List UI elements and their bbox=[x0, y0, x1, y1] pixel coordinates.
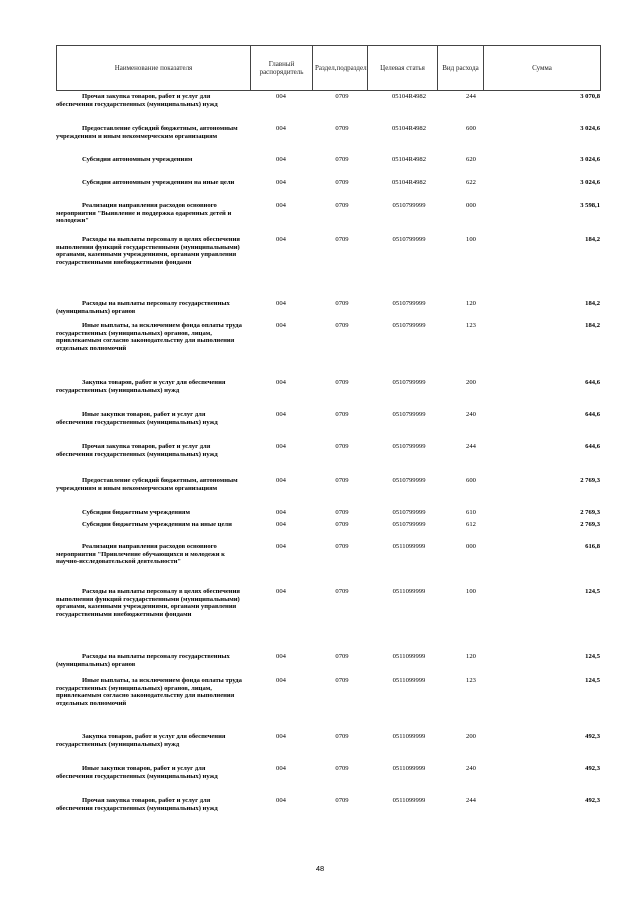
row-razdel: 0709 bbox=[335, 653, 349, 660]
row-sum: 3 070,8 bbox=[580, 93, 600, 100]
row-razdel: 0709 bbox=[335, 765, 349, 772]
row-name: Реализация направления расходов основного мероприятия "Привлечение обучающихся и молодежи к научно-исследовательской деятельности" bbox=[56, 543, 225, 566]
row-grbs: 004 bbox=[276, 509, 286, 516]
row-grbs: 004 bbox=[276, 300, 286, 307]
row-vr: 244 bbox=[466, 93, 476, 100]
row-vr: 600 bbox=[466, 477, 476, 484]
row-grbs: 004 bbox=[276, 543, 286, 550]
row-razdel: 0709 bbox=[335, 379, 349, 386]
row-vr: 610 bbox=[466, 509, 476, 516]
row-grbs: 004 bbox=[276, 156, 286, 163]
row-cs: 0511099999 bbox=[392, 765, 426, 772]
row-sum: 3 024,6 bbox=[580, 125, 600, 132]
row-razdel: 0709 bbox=[335, 677, 349, 684]
row-vr: 244 bbox=[466, 797, 476, 804]
row-cs: 0510799999 bbox=[392, 300, 426, 307]
header-name: Наименование показателя bbox=[57, 46, 251, 91]
row-grbs: 004 bbox=[276, 322, 286, 329]
row-name: Субсидии бюджетным учреждениям на иные цели bbox=[82, 521, 232, 528]
row-name: Расходы на выплаты персоналу государственных (муниципальных) органов bbox=[56, 300, 230, 315]
row-name: Расходы на выплаты персоналу государственных (муниципальных) органов bbox=[56, 653, 230, 668]
row-name: Субсидии автономным учреждениям на иные цели bbox=[82, 179, 235, 186]
row-cs: 0510799999 bbox=[392, 322, 426, 329]
row-vr: 100 bbox=[466, 588, 476, 595]
row-cs: 0510799999 bbox=[392, 477, 426, 484]
row-grbs: 004 bbox=[276, 125, 286, 132]
row-sum: 3 024,6 bbox=[580, 156, 600, 163]
row-vr: 120 bbox=[466, 653, 476, 660]
row-cs: 05104R4982 bbox=[391, 156, 427, 163]
header-sum: Сумма bbox=[484, 46, 601, 91]
row-cs: 0511099999 bbox=[392, 543, 426, 550]
row-cs: 0510799999 bbox=[392, 236, 426, 243]
row-grbs: 004 bbox=[276, 93, 286, 100]
row-cs: 0511099999 bbox=[392, 588, 426, 595]
row-sum: 2 769,3 bbox=[580, 477, 600, 484]
row-grbs: 004 bbox=[276, 411, 286, 418]
row-name: Закупка товаров, работ и услуг для обеспечения государственных (муниципальных) нужд bbox=[56, 379, 226, 394]
row-sum: 124,5 bbox=[585, 588, 600, 595]
row-grbs: 004 bbox=[276, 653, 286, 660]
row-cs: 0511099999 bbox=[392, 677, 426, 684]
row-sum: 492,3 bbox=[585, 797, 600, 804]
row-grbs: 004 bbox=[276, 236, 286, 243]
row-name: Предоставление субсидий бюджетным, автономным учреждениям и иным некоммерческим организациям bbox=[56, 125, 238, 140]
row-name: Прочая закупка товаров, работ и услуг для обеспечения государственных (муниципальных) нужд bbox=[56, 797, 218, 812]
row-cs: 0510799999 bbox=[392, 521, 426, 528]
row-razdel: 0709 bbox=[335, 797, 349, 804]
row-razdel: 0709 bbox=[335, 411, 349, 418]
row-vr: 000 bbox=[466, 543, 476, 550]
row-sum: 644,6 bbox=[585, 379, 600, 386]
row-cs: 0510799999 bbox=[392, 379, 426, 386]
row-razdel: 0709 bbox=[335, 125, 349, 132]
row-name: Субсидии бюджетным учреждениям bbox=[82, 509, 190, 516]
row-vr: 100 bbox=[466, 236, 476, 243]
row-vr: 244 bbox=[466, 443, 476, 450]
row-razdel: 0709 bbox=[335, 509, 349, 516]
row-razdel: 0709 bbox=[335, 179, 349, 186]
row-grbs: 004 bbox=[276, 797, 286, 804]
row-grbs: 004 bbox=[276, 733, 286, 740]
row-cs: 0510799999 bbox=[392, 509, 426, 516]
row-name: Прочая закупка товаров, работ и услуг для обеспечения государственных (муниципальных) нужд bbox=[56, 93, 218, 108]
row-sum: 124,5 bbox=[585, 677, 600, 684]
row-sum: 616,8 bbox=[585, 543, 600, 550]
row-sum: 644,6 bbox=[585, 443, 600, 450]
row-cs: 0511099999 bbox=[392, 653, 426, 660]
header-cs: Целевая статья bbox=[368, 46, 438, 91]
row-sum: 3 024,6 bbox=[580, 179, 600, 186]
row-cs: 05104R4982 bbox=[391, 125, 427, 132]
row-vr: 000 bbox=[466, 202, 476, 209]
row-name: Иные закупки товаров, работ и услуг для обеспечения государственных (муниципальных) нужд bbox=[56, 765, 218, 780]
row-sum: 492,3 bbox=[585, 733, 600, 740]
header-grbs: Главный распорядитель bbox=[251, 46, 313, 91]
row-sum: 184,2 bbox=[585, 236, 600, 243]
row-vr: 123 bbox=[466, 677, 476, 684]
row-name: Расходы на выплаты персоналу в целях обеспечения выполнения функций государственными (муниципальными) органами, казенными учреждениями, органами управления государственными внебюджетными фондами bbox=[56, 236, 240, 266]
row-razdel: 0709 bbox=[335, 300, 349, 307]
row-razdel: 0709 bbox=[335, 733, 349, 740]
row-cs: 0511099999 bbox=[392, 733, 426, 740]
row-name: Субсидии автономным учреждениям bbox=[82, 156, 193, 163]
row-vr: 123 bbox=[466, 322, 476, 329]
row-sum: 644,6 bbox=[585, 411, 600, 418]
row-name: Расходы на выплаты персоналу в целях обеспечения выполнения функций государственными (муниципальными) органами, казенными учреждениями, органами управления государственными внебюджетными фондами bbox=[56, 588, 240, 618]
row-grbs: 004 bbox=[276, 179, 286, 186]
row-vr: 600 bbox=[466, 125, 476, 132]
row-cs: 0510799999 bbox=[392, 202, 426, 209]
row-vr: 120 bbox=[466, 300, 476, 307]
row-grbs: 004 bbox=[276, 443, 286, 450]
row-sum: 184,2 bbox=[585, 322, 600, 329]
row-name: Иные выплаты, за исключением фонда оплаты труда государственных (муниципальных) органов, лицам, привлекаемым согласно законодательству для выполнения отдельных полномочий bbox=[56, 677, 242, 707]
row-grbs: 004 bbox=[276, 521, 286, 528]
page-number: 48 bbox=[315, 864, 325, 873]
row-name: Иные закупки товаров, работ и услуг для обеспечения государственных (муниципальных) нужд bbox=[56, 411, 218, 426]
row-vr: 612 bbox=[466, 521, 476, 528]
row-razdel: 0709 bbox=[335, 236, 349, 243]
row-name: Реализация направления расходов основного мероприятия "Выявление и поддержка одаренных детей и молодежи" bbox=[56, 202, 232, 225]
header-razdel: Раздел,подраздел bbox=[313, 46, 368, 91]
row-razdel: 0709 bbox=[335, 93, 349, 100]
header-vr: Вид расхода bbox=[438, 46, 484, 91]
row-name: Предоставление субсидий бюджетным, автономным учреждениям и иным некоммерческим организациям bbox=[56, 477, 238, 492]
row-cs: 05104R4982 bbox=[391, 93, 427, 100]
row-razdel: 0709 bbox=[335, 543, 349, 550]
row-grbs: 004 bbox=[276, 677, 286, 684]
row-grbs: 004 bbox=[276, 765, 286, 772]
row-vr: 620 bbox=[466, 156, 476, 163]
row-sum: 124,5 bbox=[585, 653, 600, 660]
row-cs: 0510799999 bbox=[392, 443, 426, 450]
row-cs: 0510799999 bbox=[392, 411, 426, 418]
row-razdel: 0709 bbox=[335, 156, 349, 163]
row-razdel: 0709 bbox=[335, 322, 349, 329]
row-sum: 492,3 bbox=[585, 765, 600, 772]
row-vr: 622 bbox=[466, 179, 476, 186]
row-grbs: 004 bbox=[276, 379, 286, 386]
row-razdel: 0709 bbox=[335, 443, 349, 450]
row-vr: 240 bbox=[466, 411, 476, 418]
row-razdel: 0709 bbox=[335, 477, 349, 484]
row-vr: 240 bbox=[466, 765, 476, 772]
row-sum: 3 598,1 bbox=[580, 202, 600, 209]
row-cs: 05104R4982 bbox=[391, 179, 427, 186]
row-grbs: 004 bbox=[276, 202, 286, 209]
row-vr: 200 bbox=[466, 379, 476, 386]
row-name: Иные выплаты, за исключением фонда оплаты труда государственных (муниципальных) органов, лицам, привлекаемым согласно законодательству для выполнения отдельных полномочий bbox=[56, 322, 242, 352]
row-grbs: 004 bbox=[276, 588, 286, 595]
row-razdel: 0709 bbox=[335, 588, 349, 595]
row-grbs: 004 bbox=[276, 477, 286, 484]
row-sum: 184,2 bbox=[585, 300, 600, 307]
table-header bbox=[56, 45, 601, 91]
row-vr: 200 bbox=[466, 733, 476, 740]
row-sum: 2 769,3 bbox=[580, 521, 600, 528]
row-razdel: 0709 bbox=[335, 521, 349, 528]
row-name: Закупка товаров, работ и услуг для обеспечения государственных (муниципальных) нужд bbox=[56, 733, 226, 748]
row-razdel: 0709 bbox=[335, 202, 349, 209]
row-sum: 2 769,3 bbox=[580, 509, 600, 516]
row-name: Прочая закупка товаров, работ и услуг для обеспечения государственных (муниципальных) нужд bbox=[56, 443, 218, 458]
row-cs: 0511099999 bbox=[392, 797, 426, 804]
